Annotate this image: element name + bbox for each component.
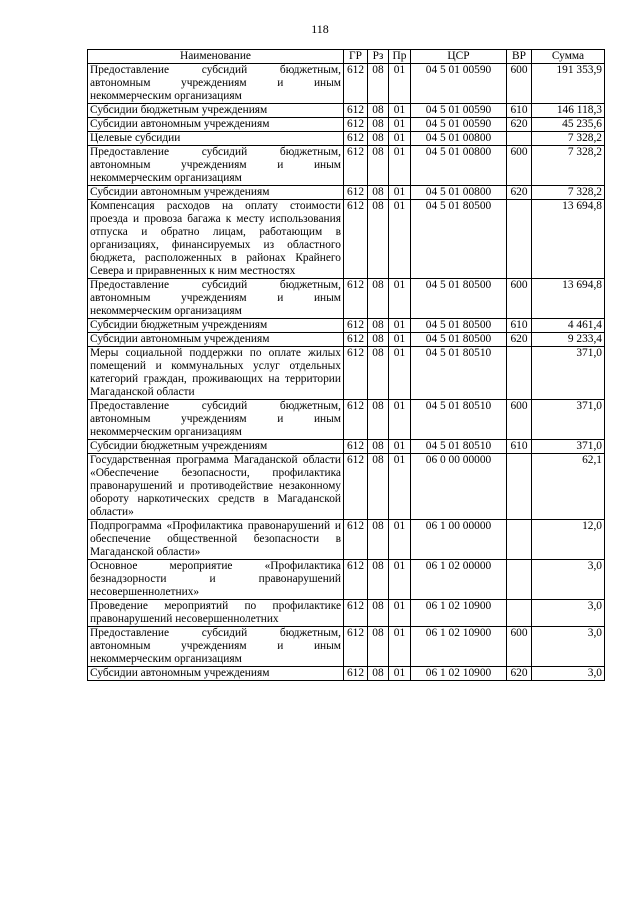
cell-vr — [507, 600, 532, 627]
cell-vr: 620 — [507, 667, 532, 681]
cell-rz: 08 — [368, 347, 389, 400]
header-gr: ГР — [344, 50, 368, 64]
cell-sum: 191 353,9 — [532, 64, 605, 104]
table-row — [88, 186, 605, 200]
cell-csr: 06 0 00 00000 — [411, 454, 507, 520]
cell-csr: 04 5 01 80510 — [411, 400, 507, 440]
cell-pr: 01 — [389, 319, 411, 333]
cell-gr: 612 — [344, 347, 368, 400]
header-name: Наименование — [88, 50, 344, 64]
cell-gr: 612 — [344, 520, 368, 560]
cell-sum: 3,0 — [532, 600, 605, 627]
cell-sum: 7 328,2 — [532, 146, 605, 186]
cell-rz: 08 — [368, 400, 389, 440]
cell-sum: 371,0 — [532, 347, 605, 400]
cell-rz: 08 — [368, 64, 389, 104]
cell-pr: 01 — [389, 440, 411, 454]
cell-vr: 600 — [507, 279, 532, 319]
cell-rz: 08 — [368, 104, 389, 118]
cell-name: Целевые субсидии — [88, 132, 344, 146]
header-row — [88, 50, 605, 64]
cell-gr: 612 — [344, 400, 368, 440]
cell-vr: 610 — [507, 440, 532, 454]
cell-rz: 08 — [368, 319, 389, 333]
cell-sum: 62,1 — [532, 454, 605, 520]
cell-csr: 06 1 02 00000 — [411, 560, 507, 600]
cell-name: Меры социальной поддержки по оплате жилых помещений и коммунальных услуг отдельных категорий граждан, проживающих на территории Магаданской области — [88, 347, 344, 400]
cell-csr: 06 1 00 00000 — [411, 520, 507, 560]
table-row — [88, 104, 605, 118]
cell-pr: 01 — [389, 104, 411, 118]
cell-sum: 3,0 — [532, 667, 605, 681]
cell-sum: 146 118,3 — [532, 104, 605, 118]
cell-pr: 01 — [389, 200, 411, 279]
cell-vr: 620 — [507, 118, 532, 132]
cell-name: Субсидии бюджетным учреждениям — [88, 440, 344, 454]
cell-name: Государственная программа Магаданской области «Обеспечение безопасности, профилактика правонарушений и противодействие незаконному обороту наркотических средств в Магаданской области» — [88, 454, 344, 520]
cell-pr: 01 — [389, 64, 411, 104]
cell-sum: 3,0 — [532, 627, 605, 667]
cell-gr: 612 — [344, 600, 368, 627]
cell-rz: 08 — [368, 667, 389, 681]
cell-pr: 01 — [389, 560, 411, 600]
header-csr: ЦСР — [411, 50, 507, 64]
cell-rz: 08 — [368, 627, 389, 667]
cell-pr: 01 — [389, 146, 411, 186]
cell-rz: 08 — [368, 440, 389, 454]
cell-name: Предоставление субсидий бюджетным, автономным учреждениям и иным некоммерческим организациям — [88, 627, 344, 667]
cell-rz: 08 — [368, 454, 389, 520]
cell-rz: 08 — [368, 186, 389, 200]
header-vr: ВР — [507, 50, 532, 64]
cell-name: Субсидии автономным учреждениям — [88, 333, 344, 347]
cell-csr: 06 1 02 10900 — [411, 600, 507, 627]
cell-name: Субсидии бюджетным учреждениям — [88, 104, 344, 118]
cell-sum: 4 461,4 — [532, 319, 605, 333]
cell-rz: 08 — [368, 520, 389, 560]
header-pr: Пр — [389, 50, 411, 64]
cell-csr: 04 5 01 00800 — [411, 146, 507, 186]
cell-vr — [507, 454, 532, 520]
cell-name: Субсидии автономным учреждениям — [88, 667, 344, 681]
cell-sum: 7 328,2 — [532, 186, 605, 200]
table-row — [88, 333, 605, 347]
cell-name: Подпрограмма «Профилактика правонарушений и обеспечение общественной безопасности в Магаданской области» — [88, 520, 344, 560]
cell-vr: 610 — [507, 104, 532, 118]
cell-name: Проведение мероприятий по профилактике правонарушений несовершеннолетних — [88, 600, 344, 627]
cell-rz: 08 — [368, 146, 389, 186]
cell-rz: 08 — [368, 200, 389, 279]
header-sum: Сумма — [532, 50, 605, 64]
cell-gr: 612 — [344, 146, 368, 186]
cell-name: Предоставление субсидий бюджетным, автономным учреждениям и иным некоммерческим организациям — [88, 64, 344, 104]
cell-rz: 08 — [368, 560, 389, 600]
cell-vr: 600 — [507, 400, 532, 440]
cell-pr: 01 — [389, 520, 411, 560]
cell-name: Основное мероприятие «Профилактика безнадзорности и правонарушений несовершеннолетних» — [88, 560, 344, 600]
cell-name: Предоставление субсидий бюджетным, автономным учреждениям и иным некоммерческим организациям — [88, 146, 344, 186]
cell-csr: 04 5 01 80510 — [411, 347, 507, 400]
cell-pr: 01 — [389, 454, 411, 520]
cell-vr — [507, 132, 532, 146]
table-row — [88, 520, 605, 560]
table-row — [88, 400, 605, 440]
cell-rz: 08 — [368, 333, 389, 347]
cell-gr: 612 — [344, 279, 368, 319]
cell-sum: 7 328,2 — [532, 132, 605, 146]
table-row — [88, 146, 605, 186]
cell-rz: 08 — [368, 118, 389, 132]
cell-gr: 612 — [344, 118, 368, 132]
table-row — [88, 319, 605, 333]
cell-sum: 371,0 — [532, 440, 605, 454]
cell-gr: 612 — [344, 200, 368, 279]
cell-vr: 600 — [507, 64, 532, 104]
cell-gr: 612 — [344, 333, 368, 347]
cell-gr: 612 — [344, 186, 368, 200]
page-number: 118 — [311, 22, 329, 36]
cell-name: Субсидии автономным учреждениям — [88, 186, 344, 200]
cell-pr: 01 — [389, 132, 411, 146]
cell-gr: 612 — [344, 454, 368, 520]
table-row — [88, 200, 605, 279]
table-row — [88, 627, 605, 667]
cell-sum: 45 235,6 — [532, 118, 605, 132]
cell-gr: 612 — [344, 560, 368, 600]
budget-table — [87, 49, 605, 681]
cell-name: Предоставление субсидий бюджетным, автономным учреждениям и иным некоммерческим организациям — [88, 279, 344, 319]
cell-vr — [507, 520, 532, 560]
cell-csr: 04 5 01 80500 — [411, 333, 507, 347]
cell-vr — [507, 347, 532, 400]
cell-gr: 612 — [344, 627, 368, 667]
cell-rz: 08 — [368, 132, 389, 146]
cell-gr: 612 — [344, 319, 368, 333]
cell-csr: 06 1 02 10900 — [411, 627, 507, 667]
cell-pr: 01 — [389, 667, 411, 681]
cell-pr: 01 — [389, 279, 411, 319]
cell-gr: 612 — [344, 440, 368, 454]
table-row — [88, 667, 605, 681]
cell-vr: 600 — [507, 146, 532, 186]
cell-rz: 08 — [368, 279, 389, 319]
cell-vr — [507, 200, 532, 279]
cell-sum: 9 233,4 — [532, 333, 605, 347]
cell-csr: 04 5 01 00590 — [411, 64, 507, 104]
table-row — [88, 118, 605, 132]
cell-pr: 01 — [389, 186, 411, 200]
table-row — [88, 560, 605, 600]
cell-gr: 612 — [344, 667, 368, 681]
cell-vr: 600 — [507, 627, 532, 667]
table-row — [88, 600, 605, 627]
cell-pr: 01 — [389, 400, 411, 440]
cell-name: Компенсация расходов на оплату стоимости проезда и провоза багажа к месту использования отпуска и обратно лицам, работающим в организациях, финансируемых из областного бюджета, расположенных в районах Крайнего Севера и приравненных к ним местностях — [88, 200, 344, 279]
cell-sum: 3,0 — [532, 560, 605, 600]
cell-vr: 610 — [507, 319, 532, 333]
cell-sum: 371,0 — [532, 400, 605, 440]
cell-csr: 04 5 01 80500 — [411, 319, 507, 333]
cell-vr: 620 — [507, 333, 532, 347]
table-row — [88, 347, 605, 400]
cell-rz: 08 — [368, 600, 389, 627]
table-row — [88, 64, 605, 104]
header-rz: Рз — [368, 50, 389, 64]
cell-gr: 612 — [344, 132, 368, 146]
cell-pr: 01 — [389, 627, 411, 667]
cell-pr: 01 — [389, 118, 411, 132]
cell-csr: 04 5 01 80500 — [411, 279, 507, 319]
cell-csr: 04 5 01 00590 — [411, 118, 507, 132]
cell-pr: 01 — [389, 347, 411, 400]
cell-csr: 04 5 01 80500 — [411, 200, 507, 279]
cell-pr: 01 — [389, 600, 411, 627]
cell-csr: 04 5 01 80510 — [411, 440, 507, 454]
cell-csr: 04 5 01 00590 — [411, 104, 507, 118]
cell-csr: 04 5 01 00800 — [411, 186, 507, 200]
cell-csr: 04 5 01 00800 — [411, 132, 507, 146]
table-row — [88, 454, 605, 520]
cell-pr: 01 — [389, 333, 411, 347]
cell-sum: 13 694,8 — [532, 200, 605, 279]
cell-csr: 06 1 02 10900 — [411, 667, 507, 681]
cell-sum: 13 694,8 — [532, 279, 605, 319]
table-row — [88, 132, 605, 146]
cell-name: Субсидии бюджетным учреждениям — [88, 319, 344, 333]
table-row — [88, 440, 605, 454]
table-row — [88, 279, 605, 319]
cell-name: Предоставление субсидий бюджетным, автономным учреждениям и иным некоммерческим организациям — [88, 400, 344, 440]
cell-name: Субсидии автономным учреждениям — [88, 118, 344, 132]
cell-gr: 612 — [344, 64, 368, 104]
cell-gr: 612 — [344, 104, 368, 118]
cell-sum: 12,0 — [532, 520, 605, 560]
cell-vr — [507, 560, 532, 600]
cell-vr: 620 — [507, 186, 532, 200]
